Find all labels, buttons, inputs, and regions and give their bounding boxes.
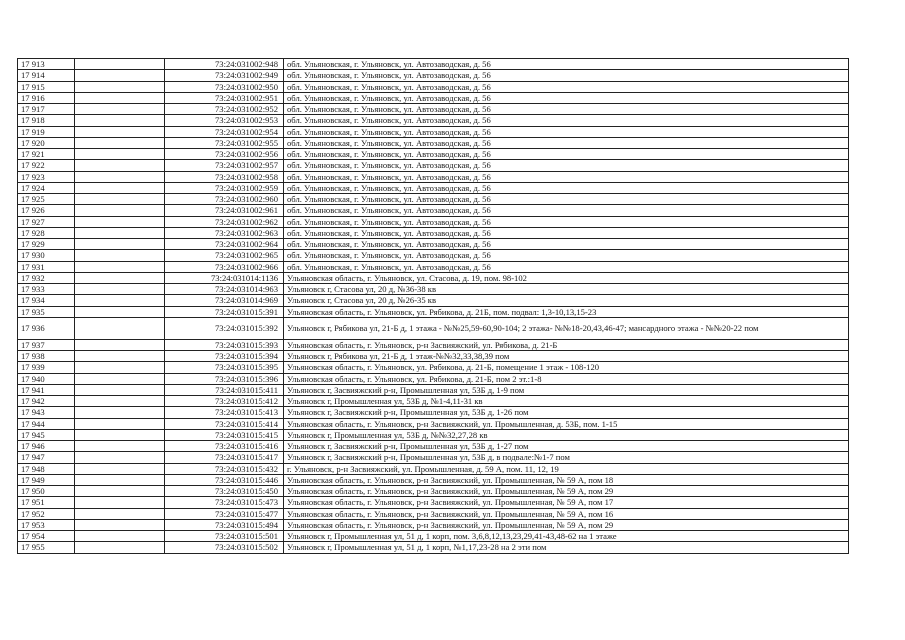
row-number: 17 924 [18,182,75,193]
table-row [18,171,849,182]
address-cell: Ульяновск г, Засвияжский р-н, Промышленная ул, 53Б д, в подвале:№1-7 пом [284,452,849,463]
cadastral-number: 73:24:031002:965 [165,250,284,261]
address-cell: обл. Ульяновская, г. Ульяновск, ул. Автозаводская, д. 56 [284,92,849,103]
row-number: 17 934 [18,295,75,306]
address-cell: Ульяновск г, Промышленная ул, 51 д, 1 корп, №1,17,23-28 на 2 эти пом [284,542,849,553]
address-cell: Ульяновская область, г. Ульяновск, р-н Засвияжский, ул. Промышленная, № 59 А, пом 29 [284,519,849,530]
row-number: 17 954 [18,531,75,542]
blank-cell [75,508,165,519]
row-number: 17 950 [18,486,75,497]
row-number: 17 949 [18,474,75,485]
row-number: 17 921 [18,149,75,160]
row-number: 17 952 [18,508,75,519]
blank-cell [75,70,165,81]
row-number: 17 942 [18,396,75,407]
blank-cell [75,59,165,70]
table-row [18,474,849,485]
address-cell: обл. Ульяновская, г. Ульяновск, ул. Автозаводская, д. 56 [284,261,849,272]
address-cell: Ульяновск г, Рябикова ул, 21-Б д, 1 этаж-№№32,33,38,39 пом [284,351,849,362]
table-row [18,104,849,115]
blank-cell [75,441,165,452]
blank-cell [75,126,165,137]
blank-cell [75,429,165,440]
row-number: 17 931 [18,261,75,272]
row-number: 17 928 [18,227,75,238]
row-number: 17 930 [18,250,75,261]
blank-cell [75,227,165,238]
table-row [18,362,849,373]
cadastral-number: 73:24:031002:962 [165,216,284,227]
address-cell: обл. Ульяновская, г. Ульяновск, ул. Автозаводская, д. 56 [284,194,849,205]
address-cell: обл. Ульяновская, г. Ульяновск, ул. Автозаводская, д. 56 [284,149,849,160]
row-number: 17 918 [18,115,75,126]
blank-cell [75,104,165,115]
table-row [18,126,849,137]
cadastral-number: 73:24:031002:953 [165,115,284,126]
cadastral-number: 73:24:031002:949 [165,70,284,81]
row-number: 17 951 [18,497,75,508]
blank-cell [75,339,165,350]
row-number: 17 948 [18,463,75,474]
blank-cell [75,486,165,497]
cadastral-number: 73:24:031015:413 [165,407,284,418]
blank-cell [75,407,165,418]
cadastral-number: 73:24:031002:957 [165,160,284,171]
row-number: 17 940 [18,373,75,384]
address-cell: обл. Ульяновская, г. Ульяновск, ул. Автозаводская, д. 56 [284,126,849,137]
cadastral-number: 73:24:031015:393 [165,339,284,350]
cadastral-number: 73:24:031015:450 [165,486,284,497]
row-number: 17 917 [18,104,75,115]
blank-cell [75,362,165,373]
row-number: 17 919 [18,126,75,137]
row-number: 17 945 [18,429,75,440]
table-row [18,137,849,148]
table-row [18,70,849,81]
address-cell: Ульяновская область, г. Ульяновск, р-н Засвияжский, ул. Промышленная, № 59 А, пом 17 [284,497,849,508]
address-cell: Ульяновск г, Засвияжский р-н, Промышленная ул, 53Б д, 1-26 пом [284,407,849,418]
blank-cell [75,115,165,126]
blank-cell [75,182,165,193]
row-number: 17 944 [18,418,75,429]
table-row [18,373,849,384]
blank-cell [75,373,165,384]
blank-cell [75,160,165,171]
cadastral-number: 73:24:031015:391 [165,306,284,317]
address-cell: Ульяновск г, Промышленная ул, 53Б д, №1-4,11-31 кв [284,396,849,407]
table-row [18,351,849,362]
address-cell: Ульяновская область, г. Ульяновск, р-н Засвияжский, ул. Промышленная, № 59 А, пом 16 [284,508,849,519]
cadastral-number: 73:24:031002:964 [165,239,284,250]
table-row [18,486,849,497]
address-cell: Ульяновск г, Засвияжский р-н, Промышленная ул, 53Б д, 1-27 пом [284,441,849,452]
cadastral-number: 73:24:031015:432 [165,463,284,474]
cadastral-number: 73:24:031015:477 [165,508,284,519]
address-cell: Ульяновская область, г. Ульяновск, р-н Засвияжский, ул. Промышленная, № 59 А, пом 29 [284,486,849,497]
cadastral-number: 73:24:031014:963 [165,284,284,295]
address-cell: Ульяновск г, Стасова ул, 20 д, №26-35 кв [284,295,849,306]
address-cell: Ульяновская область, г. Ульяновск, р-н Засвияжский, ул. Промышленная, № 59 А, пом 18 [284,474,849,485]
table-row [18,418,849,429]
table-row [18,272,849,283]
row-number: 17 943 [18,407,75,418]
row-number: 17 926 [18,205,75,216]
row-number: 17 932 [18,272,75,283]
row-number: 17 938 [18,351,75,362]
blank-cell [75,497,165,508]
table-row [18,306,849,317]
table-row [18,531,849,542]
table-row [18,59,849,70]
table-row [18,81,849,92]
cadastral-number: 73:24:031002:960 [165,194,284,205]
cadastral-number: 73:24:031002:956 [165,149,284,160]
address-cell: Ульяновская область, г. Ульяновск, ул. Рябикова, д. 21-Б, пом 2 эт.:1-8 [284,373,849,384]
cadastral-number: 73:24:031002:959 [165,182,284,193]
table-row [18,463,849,474]
blank-cell [75,81,165,92]
address-cell: обл. Ульяновская, г. Ульяновск, ул. Автозаводская, д. 56 [284,70,849,81]
cadastral-number: 73:24:031015:473 [165,497,284,508]
address-cell: обл. Ульяновская, г. Ульяновск, ул. Автозаводская, д. 56 [284,104,849,115]
register-sheet [17,58,849,554]
address-cell: Ульяновск г, Стасова ул, 20 д, №36-38 кв [284,284,849,295]
row-number: 17 923 [18,171,75,182]
address-cell: Ульяновск г, Промышленная ул, 53Б д, №№32,27,28 кв [284,429,849,440]
table-row [18,452,849,463]
row-number: 17 947 [18,452,75,463]
table-row [18,384,849,395]
cadastral-number: 73:24:031015:417 [165,452,284,463]
table-row [18,497,849,508]
register-rows [18,59,849,554]
cadastral-number: 73:24:031002:951 [165,92,284,103]
cadastral-number: 73:24:031002:958 [165,171,284,182]
cadastral-number: 73:24:031002:963 [165,227,284,238]
address-cell: Ульяновск г, Рябикова ул, 21-Б д, 1 этажа - №№25,59-60,90-104; 2 этажа- №№18-20,43,46-47; мансардного этажа - №№20-22 пом [284,317,849,339]
table-row [18,284,849,295]
blank-cell [75,351,165,362]
row-number: 17 929 [18,239,75,250]
blank-cell [75,92,165,103]
row-number: 17 936 [18,317,75,339]
address-cell: обл. Ульяновская, г. Ульяновск, ул. Автозаводская, д. 56 [284,137,849,148]
cadastral-number: 73:24:031002:954 [165,126,284,137]
table-row [18,317,849,339]
blank-cell [75,205,165,216]
cadastral-number: 73:24:031015:501 [165,531,284,542]
row-number: 17 916 [18,92,75,103]
row-number: 17 913 [18,59,75,70]
table-row [18,250,849,261]
row-number: 17 914 [18,70,75,81]
address-cell: Ульяновская область, г. Ульяновск, ул. Рябикова, д. 21Б, пом. подвал: 1,3-10,13,15-23 [284,306,849,317]
cadastral-number: 73:24:031014:969 [165,295,284,306]
cadastral-number: 73:24:031015:412 [165,396,284,407]
address-cell: Ульяновск г, Промышленная ул, 51 д, 1 корп, пом. 3,6,8,12,13,23,29,41-43,48-62 на 1 этаже [284,531,849,542]
table-row [18,115,849,126]
cadastral-number: 73:24:031015:416 [165,441,284,452]
row-number: 17 955 [18,542,75,553]
cadastral-number: 73:24:031015:396 [165,373,284,384]
cadastral-number: 73:24:031002:966 [165,261,284,272]
row-number: 17 920 [18,137,75,148]
cadastral-number: 73:24:031002:952 [165,104,284,115]
table-row [18,239,849,250]
blank-cell [75,216,165,227]
address-cell: обл. Ульяновская, г. Ульяновск, ул. Автозаводская, д. 56 [284,239,849,250]
address-cell: обл. Ульяновская, г. Ульяновск, ул. Автозаводская, д. 56 [284,205,849,216]
address-cell: обл. Ульяновская, г. Ульяновск, ул. Автозаводская, д. 56 [284,171,849,182]
row-number: 17 941 [18,384,75,395]
table-row [18,519,849,530]
cadastral-number: 73:24:031002:961 [165,205,284,216]
table-row [18,441,849,452]
blank-cell [75,272,165,283]
table-row [18,160,849,171]
row-number: 17 922 [18,160,75,171]
cadastral-number: 73:24:031015:394 [165,351,284,362]
blank-cell [75,261,165,272]
cadastral-register-table [17,58,849,554]
row-number: 17 933 [18,284,75,295]
address-cell: обл. Ульяновская, г. Ульяновск, ул. Автозаводская, д. 56 [284,250,849,261]
blank-cell [75,474,165,485]
row-number: 17 953 [18,519,75,530]
row-number: 17 915 [18,81,75,92]
cadastral-number: 73:24:031015:446 [165,474,284,485]
address-cell: обл. Ульяновская, г. Ульяновск, ул. Автозаводская, д. 56 [284,227,849,238]
cadastral-number: 73:24:031015:411 [165,384,284,395]
table-row [18,295,849,306]
address-cell: обл. Ульяновская, г. Ульяновск, ул. Автозаводская, д. 56 [284,182,849,193]
cadastral-number: 73:24:031015:415 [165,429,284,440]
address-cell: Ульяновская область, г. Ульяновск, ул. Рябикова, д. 21-Б, помещение 1 этаж - 108-120 [284,362,849,373]
blank-cell [75,239,165,250]
table-row [18,508,849,519]
address-cell: Ульяновская область, г. Ульяновск, ул. Стасова, д. 19, пом. 98-102 [284,272,849,283]
cadastral-number: 73:24:031015:502 [165,542,284,553]
row-number: 17 935 [18,306,75,317]
address-cell: обл. Ульяновская, г. Ульяновск, ул. Автозаводская, д. 56 [284,115,849,126]
table-row [18,227,849,238]
blank-cell [75,418,165,429]
address-cell: обл. Ульяновская, г. Ульяновск, ул. Автозаводская, д. 56 [284,81,849,92]
table-row [18,216,849,227]
blank-cell [75,306,165,317]
table-row [18,407,849,418]
blank-cell [75,452,165,463]
address-cell: Ульяновская область, г. Ульяновск, р-н Засвияжский, ул. Рябикова, д. 21-Б [284,339,849,350]
cadastral-number: 73:24:031014:1136 [165,272,284,283]
blank-cell [75,384,165,395]
blank-cell [75,137,165,148]
table-row [18,205,849,216]
blank-cell [75,284,165,295]
cadastral-number: 73:24:031015:494 [165,519,284,530]
address-cell: обл. Ульяновская, г. Ульяновск, ул. Автозаводская, д. 56 [284,59,849,70]
blank-cell [75,531,165,542]
address-cell: Ульяновская область, г. Ульяновск, р-н Засвияжский, ул. Промышленная, д. 53Б, пом. 1-15 [284,418,849,429]
table-row [18,396,849,407]
table-row [18,429,849,440]
address-cell: обл. Ульяновская, г. Ульяновск, ул. Автозаводская, д. 56 [284,160,849,171]
blank-cell [75,542,165,553]
cadastral-number: 73:24:031015:414 [165,418,284,429]
blank-cell [75,295,165,306]
table-row [18,182,849,193]
row-number: 17 939 [18,362,75,373]
address-cell: обл. Ульяновская, г. Ульяновск, ул. Автозаводская, д. 56 [284,216,849,227]
cadastral-number: 73:24:031002:948 [165,59,284,70]
address-cell: Ульяновск г, Засвияжский р-н, Промышленная ул, 53Б д, 1-9 пом [284,384,849,395]
table-row [18,542,849,553]
blank-cell [75,519,165,530]
table-row [18,194,849,205]
table-row [18,339,849,350]
blank-cell [75,317,165,339]
row-number: 17 927 [18,216,75,227]
table-row [18,261,849,272]
table-row [18,92,849,103]
row-number: 17 925 [18,194,75,205]
blank-cell [75,250,165,261]
address-cell: г. Ульяновск, р-н Засвияжский, ул. Промышленная, д. 59 А, пом. 11, 12, 19 [284,463,849,474]
table-row [18,149,849,160]
row-number: 17 937 [18,339,75,350]
blank-cell [75,463,165,474]
blank-cell [75,194,165,205]
cadastral-number: 73:24:031015:395 [165,362,284,373]
cadastral-number: 73:24:031002:955 [165,137,284,148]
blank-cell [75,149,165,160]
blank-cell [75,171,165,182]
cadastral-number: 73:24:031002:950 [165,81,284,92]
blank-cell [75,396,165,407]
cadastral-number: 73:24:031015:392 [165,317,284,339]
row-number: 17 946 [18,441,75,452]
